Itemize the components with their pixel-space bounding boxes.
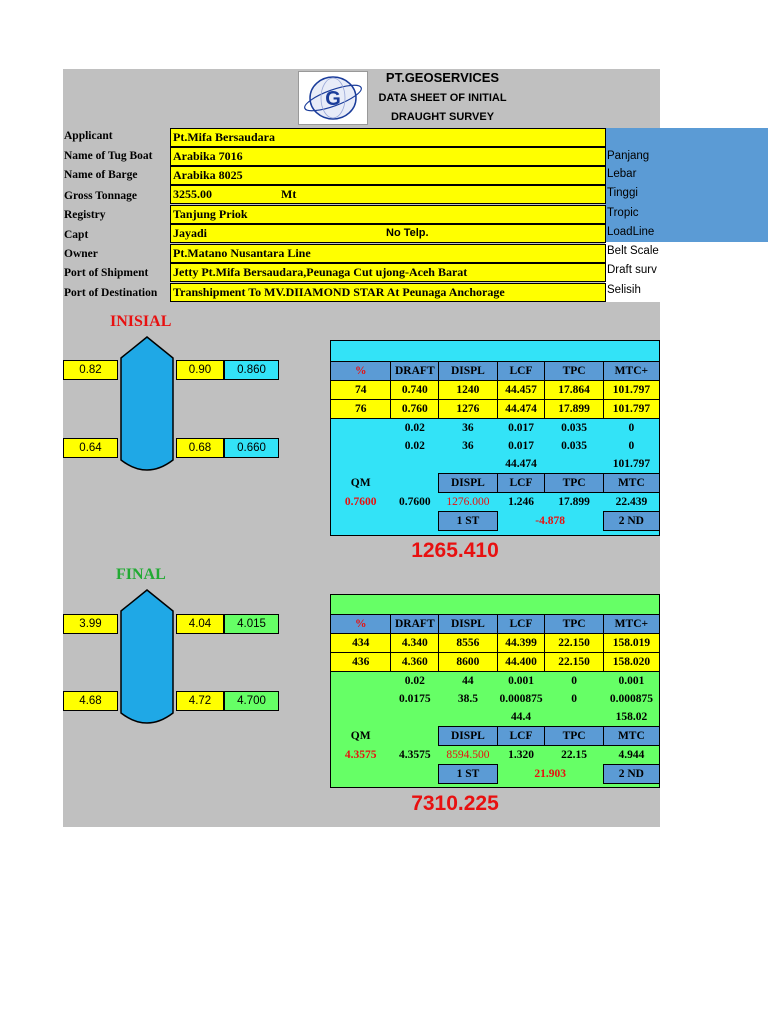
draft-header: DRAFT (391, 615, 439, 634)
final-total-displacement: 7310.225 (411, 792, 499, 815)
capt-name: Jayadi (173, 226, 208, 240)
table-cell: 4.340 (391, 634, 439, 653)
initial-aft-port-draft: 0.64 (63, 438, 118, 458)
initial-barge-diagram (118, 335, 176, 475)
qm-value: 4.3575 (344, 749, 377, 761)
table-cell: 1.246 (508, 496, 534, 509)
port-of-shipment-value: Jetty Pt.Mifa Bersaudara,Peunaga Cut ujong-Aceh Barat (170, 263, 606, 282)
table-cell: 158.019 (603, 634, 659, 653)
qm-label: QM (350, 477, 371, 489)
table-cell: 0.02 (404, 422, 425, 434)
table-cell: 0.760 (391, 400, 439, 419)
first-correction-label: 1 ST (439, 512, 497, 531)
registry-value: Tanjung Priok (170, 205, 606, 224)
initial-fwd-mean-draft: 0.860 (224, 360, 279, 380)
table-cell: 22.150 (545, 653, 603, 672)
final-aft-port-draft: 4.68 (63, 691, 118, 711)
barge-label: Name of Barge (64, 169, 138, 181)
final-aft-stbd-draft: 4.72 (176, 691, 224, 711)
table-cell: 1276.000 (446, 496, 490, 508)
table-cell: 76 (331, 400, 391, 419)
initial-section-title: INISIAL (110, 313, 172, 330)
capt-label: Capt (64, 229, 89, 241)
table-cell: 0.001 (618, 675, 645, 687)
result-header-row (331, 727, 660, 746)
tpc-header: TPC (545, 362, 603, 381)
tug-boat-value: Arabika 7016 (170, 147, 606, 166)
table-cell: 44.474 (505, 458, 537, 470)
diff-row (331, 437, 660, 455)
gross-tonnage-unit: Mt (281, 187, 297, 201)
lcf-header: LCF (497, 362, 545, 381)
barge-value: Arabika 8025 (170, 166, 606, 185)
table-cell: 36 (462, 422, 474, 434)
table-cell: 1240 (439, 381, 497, 400)
table-cell: 44.474 (497, 400, 545, 419)
pct-header: % (331, 615, 391, 634)
table-cell: 22.15 (561, 749, 588, 762)
table-cell: 44 (462, 675, 474, 687)
registry-label: Registry (64, 209, 106, 221)
dimension-panel (605, 128, 768, 242)
table-cell: 44.399 (497, 634, 545, 653)
table-cell: 158.020 (603, 653, 659, 672)
displ-header: DISPL (439, 362, 497, 381)
table-cell: 0.017 (508, 422, 534, 434)
pct-header: % (331, 362, 391, 381)
interp-row (331, 455, 660, 474)
table-cell: 158.02 (615, 711, 648, 723)
table-cell: 44.457 (497, 381, 545, 400)
table-cell: 0.001 (508, 675, 534, 687)
table-row (331, 381, 660, 400)
tug-boat-label: Name of Tug Boat (64, 150, 153, 162)
table-header-row (331, 615, 660, 634)
correction-row (331, 512, 660, 531)
gross-tonnage-number: 3255.00 (173, 187, 212, 201)
final-fwd-stbd-draft: 4.04 (176, 614, 224, 634)
table-cell: 436 (331, 653, 391, 672)
draft-header: DRAFT (391, 362, 439, 381)
table-cell: 4.360 (391, 653, 439, 672)
svg-text:G: G (325, 88, 341, 110)
initial-total-displacement: 1265.410 (411, 539, 499, 562)
table-cell: 8556 (439, 634, 497, 653)
gross-tonnage-label: Gross Tonnage (64, 190, 137, 202)
sheet-title-line1: DATA SHEET OF INITIAL (378, 92, 507, 104)
initial-aft-mean-draft: 0.660 (224, 438, 279, 458)
mtc-header: MTC+ (603, 362, 659, 381)
owner-label: Owner (64, 248, 98, 260)
res-tpc-header: TPC (545, 727, 603, 746)
res-mtc-header: MTC (603, 727, 659, 746)
table-cell: 0.017 (508, 440, 534, 452)
table-cell: 17.864 (545, 381, 603, 400)
qm-value: 0.7600 (344, 496, 377, 508)
table-cell: 101.797 (603, 381, 659, 400)
table-cell: 4.3575 (399, 749, 431, 761)
table-row (331, 400, 660, 419)
res-lcf-header: LCF (497, 474, 545, 493)
table-cell: 0.02 (404, 675, 425, 687)
initial-fwd-stbd-draft: 0.90 (176, 360, 224, 380)
table-cell: 74 (331, 381, 391, 400)
qm-label: QM (350, 730, 371, 742)
correction-row (331, 765, 660, 784)
table-cell: 0.02 (404, 440, 425, 452)
diff-row (331, 419, 660, 438)
table-cell: 17.899 (558, 496, 590, 509)
lcf-header: LCF (497, 615, 545, 634)
final-hydro-table (330, 614, 660, 784)
table-cell: 0.0175 (399, 693, 431, 705)
table-cell: 101.797 (612, 458, 651, 470)
port-of-shipment-label: Port of Shipment (64, 267, 149, 279)
res-mtc-header: MTC (603, 474, 659, 493)
tropic-label: Tropic (607, 207, 639, 219)
table-cell: 101.797 (603, 400, 659, 419)
initial-aft-stbd-draft: 0.68 (176, 438, 224, 458)
final-aft-mean-draft: 4.700 (224, 691, 279, 711)
initial-fwd-port-draft: 0.82 (63, 360, 118, 380)
table-cell: 0 (628, 440, 635, 452)
table-cell: 38.5 (457, 693, 478, 705)
final-fwd-mean-draft: 4.015 (224, 614, 279, 634)
res-displ-header: DISPL (439, 474, 497, 493)
company-name: PT.GEOSERVICES (385, 70, 500, 85)
second-correction-label: 2 ND (603, 765, 659, 784)
table-cell: 0 (571, 693, 577, 705)
selisih-label: Selisih (607, 284, 641, 296)
displ-header: DISPL (439, 615, 497, 634)
result-header-row (331, 474, 660, 493)
table-row (331, 653, 660, 672)
res-tpc-header: TPC (545, 474, 603, 493)
first-correction-label: 1 ST (439, 765, 497, 784)
sheet-title-line2: DRAUGHT SURVEY (390, 111, 495, 123)
interp-row (331, 708, 660, 727)
res-displ-header: DISPL (439, 727, 497, 746)
applicant-label: Applicant (64, 130, 113, 142)
gross-tonnage-value (170, 185, 606, 204)
table-cell: 8594.500 (446, 749, 490, 761)
second-correction-label: 2 ND (603, 512, 659, 531)
table-row (331, 634, 660, 653)
table-cell: 44.400 (497, 653, 545, 672)
correction-value: 21.903 (534, 768, 566, 780)
tinggi-label: Tinggi (607, 187, 638, 199)
table-cell: 0.000875 (499, 693, 543, 705)
company-logo (298, 71, 368, 125)
table-cell: 1.320 (508, 749, 534, 762)
globe-logo-icon (299, 72, 367, 124)
table-cell: 0 (571, 675, 577, 687)
lebar-label: Lebar (607, 168, 637, 180)
port-of-destination-label: Port of Destination (64, 287, 158, 299)
applicant-value: Pt.Mifa Bersaudara (170, 128, 606, 147)
table-cell: 44.4 (510, 711, 532, 723)
table-cell: 434 (331, 634, 391, 653)
table-cell: 17.899 (545, 400, 603, 419)
correction-value: -4.878 (535, 515, 566, 527)
panjang-label: Panjang (607, 150, 650, 162)
draft-survey-label: Draft surv (607, 264, 657, 276)
table-header-row (331, 362, 660, 381)
loadline-label: LoadLine (607, 226, 655, 238)
final-barge-diagram (118, 588, 176, 728)
final-fwd-port-draft: 3.99 (63, 614, 118, 634)
table-cell: 22.439 (615, 496, 648, 508)
capt-value (170, 224, 606, 243)
owner-value: Pt.Matano Nusantara Line (170, 244, 606, 263)
res-lcf-header: LCF (497, 727, 545, 746)
table-cell: 22.150 (545, 634, 603, 653)
belt-scale-label: Belt Scale (607, 245, 659, 257)
table-cell: 0.7600 (399, 496, 431, 508)
table-cell: 4.944 (618, 749, 645, 761)
port-of-destination-value: Transhipment To MV.DIIAMOND STAR At Peunaga Anchorage (170, 283, 606, 302)
table-cell: 0.000875 (609, 693, 653, 705)
diff-row (331, 672, 660, 691)
table-cell: 1276 (439, 400, 497, 419)
no-telp-label: No Telp. (386, 227, 429, 239)
table-cell: 8600 (439, 653, 497, 672)
mtc-header: MTC+ (603, 615, 659, 634)
result-row (331, 493, 660, 512)
table-cell: 0.035 (561, 440, 588, 452)
table-cell: 0 (628, 422, 635, 434)
initial-hydro-table (330, 361, 660, 531)
table-cell: 0.035 (561, 422, 588, 434)
table-cell: 36 (462, 440, 474, 452)
table-cell: 0.740 (391, 381, 439, 400)
final-section-title: FINAL (116, 566, 166, 583)
tpc-header: TPC (545, 615, 603, 634)
diff-row (331, 690, 660, 708)
result-row (331, 746, 660, 765)
